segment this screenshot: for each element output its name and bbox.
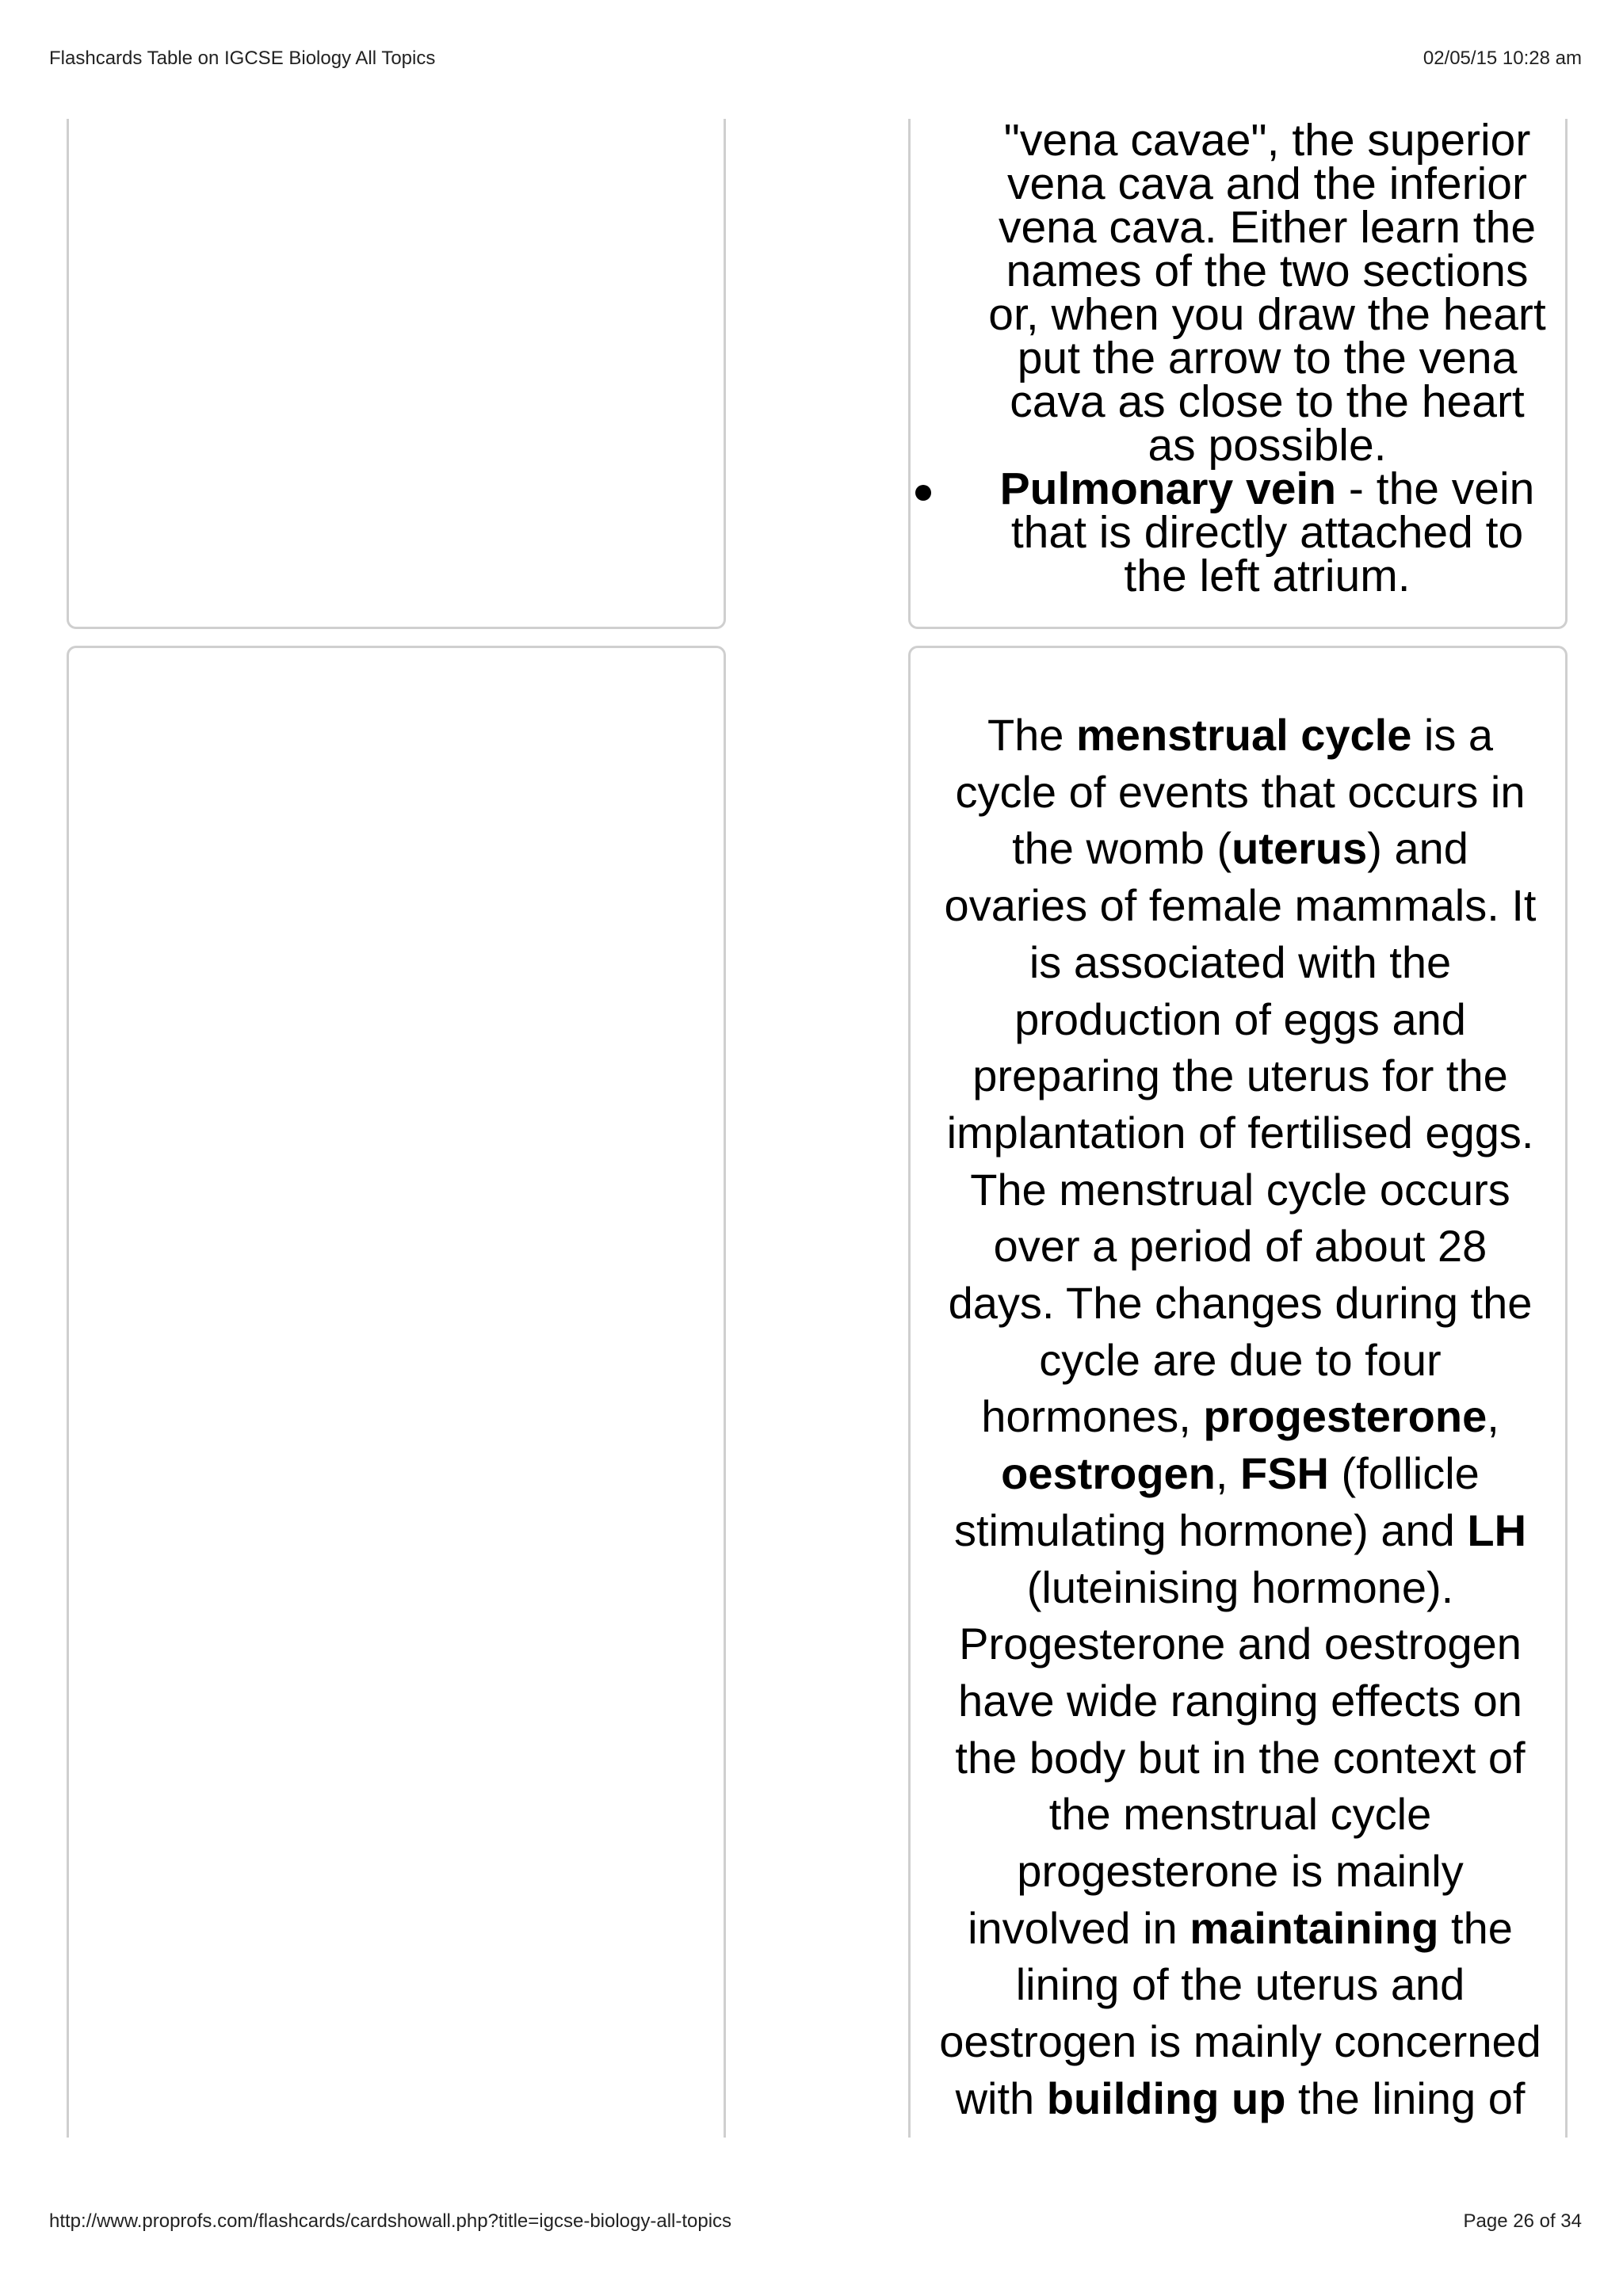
vena-line: as possible.	[1148, 420, 1387, 471]
vena-cava-text	[970, 115, 1564, 601]
menstrual-line	[907, 1730, 1573, 1787]
text-run: with	[955, 2073, 1047, 2123]
bullet-line: that is directly attached to	[1010, 507, 1524, 558]
menstrual-line	[907, 1332, 1573, 1389]
bold-term: menstrual cycle	[1076, 710, 1412, 760]
menstrual-line	[907, 1161, 1573, 1219]
header-title: Flashcards Table on IGCSE Biology All Topics	[49, 48, 436, 69]
text-run: implantation of fertilised eggs.	[946, 1107, 1534, 1158]
menstrual-line	[907, 1218, 1573, 1275]
text-run: is associated with the	[1029, 936, 1452, 987]
text-run: the lining of	[1285, 2073, 1526, 2123]
menstrual-line	[907, 764, 1573, 821]
menstrual-line	[907, 1445, 1573, 1502]
card-bottom-right	[908, 646, 1568, 2138]
menstrual-line	[907, 991, 1573, 1048]
text-run: Progesterone and oestrogen	[959, 1619, 1522, 1669]
vena-cava-lines	[970, 115, 1564, 471]
text-run: ) and	[1367, 823, 1468, 874]
bold-term: maintaining	[1190, 1902, 1439, 1953]
footer-page-number: Page 26 of 34	[1463, 2210, 1582, 2232]
text-run: is a	[1411, 710, 1494, 760]
text-run: over a period of about 28	[993, 1221, 1487, 1272]
vena-line: vena cava. Either learn the	[998, 202, 1537, 253]
text-run: stimulating hormone) and	[953, 1505, 1468, 1555]
text-run: ,	[1487, 1391, 1499, 1442]
vena-line: cava as close to the heart	[1010, 376, 1525, 427]
text-run: the menstrual cycle	[1048, 1789, 1432, 1840]
menstrual-line	[907, 1047, 1573, 1104]
text-run: The menstrual cycle occurs	[970, 1164, 1510, 1215]
text-run: ovaries of female mammals. It	[944, 880, 1537, 931]
menstrual-line	[907, 707, 1573, 764]
text-run: (luteinising hormone).	[1026, 1562, 1454, 1612]
text-run: production of eggs and	[1014, 994, 1466, 1044]
footer-url: http://www.proprofs.com/flashcards/cardshowall.php?title=igcse-biology-all-topics	[49, 2210, 732, 2232]
bold-term: LH	[1467, 1505, 1527, 1555]
menstrual-line	[907, 1104, 1573, 1161]
bullet-dot-icon	[915, 485, 931, 501]
pulmonary-vein-bullet	[911, 463, 1564, 601]
text-run: involved in	[968, 1902, 1190, 1953]
menstrual-line	[907, 1388, 1573, 1445]
menstrual-line	[907, 1672, 1573, 1730]
menstrual-line	[907, 1559, 1573, 1616]
text-run: the womb (	[1012, 823, 1232, 874]
vena-line: put the arrow to the vena	[1017, 333, 1518, 383]
bold-term: uterus	[1232, 823, 1368, 874]
text-run: progesterone is mainly	[1017, 1846, 1464, 1897]
text-run: (follicle	[1329, 1448, 1480, 1499]
menstrual-line	[907, 1843, 1573, 1900]
menstrual-line	[907, 1786, 1573, 1843]
text-run: cycle of events that occurs in	[955, 766, 1526, 817]
menstrual-line	[907, 2070, 1573, 2127]
card-top-right	[908, 115, 1568, 629]
text-run: oestrogen is mainly concerned	[939, 2016, 1541, 2067]
menstrual-line	[907, 1502, 1573, 1559]
bullet-line: the left atrium.	[1124, 551, 1411, 601]
card-bottom-left	[67, 646, 726, 2138]
bold-term: oestrogen	[1001, 1448, 1216, 1499]
bullet-line-1	[970, 463, 1564, 514]
menstrual-line	[907, 2013, 1573, 2070]
text-run: days. The changes during the	[948, 1278, 1533, 1329]
menstrual-line	[907, 1956, 1573, 2013]
text-run: preparing the uterus for the	[972, 1051, 1508, 1101]
menstrual-line	[907, 820, 1573, 877]
menstrual-line	[907, 1900, 1573, 1957]
menstrual-line	[907, 1615, 1573, 1672]
text-run: cycle are due to four	[1039, 1334, 1442, 1385]
text-run: have wide ranging effects on	[958, 1675, 1522, 1726]
bold-term: FSH	[1240, 1448, 1329, 1499]
text-run: hormones,	[981, 1391, 1204, 1442]
menstrual-cycle-text	[907, 707, 1573, 2127]
bold-term: progesterone	[1203, 1391, 1487, 1442]
vena-line: "vena cavae", the superior	[1003, 115, 1531, 166]
text-run: the	[1438, 1902, 1513, 1953]
pulmonary-vein-term: Pulmonary vein	[999, 463, 1337, 514]
card-top-left	[67, 119, 726, 629]
text-run: lining of the uterus and	[1015, 1959, 1465, 2010]
text-run: the body but in the context of	[955, 1732, 1526, 1783]
vena-line: or, when you draw the heart	[988, 289, 1546, 340]
bullet-rest-lines	[970, 507, 1564, 601]
menstrual-line	[907, 877, 1573, 934]
vena-line: names of the two sections	[1006, 246, 1529, 296]
menstrual-line	[907, 934, 1573, 991]
bullet-line-1-rest: - the vein	[1336, 463, 1535, 514]
vena-line: vena cava and the inferior	[1007, 158, 1527, 209]
text-run: ,	[1215, 1448, 1240, 1499]
text-run: The	[987, 710, 1076, 760]
bold-term: building up	[1046, 2073, 1286, 2123]
header-datetime: 02/05/15 10:28 am	[1423, 48, 1582, 69]
menstrual-line	[907, 1275, 1573, 1332]
